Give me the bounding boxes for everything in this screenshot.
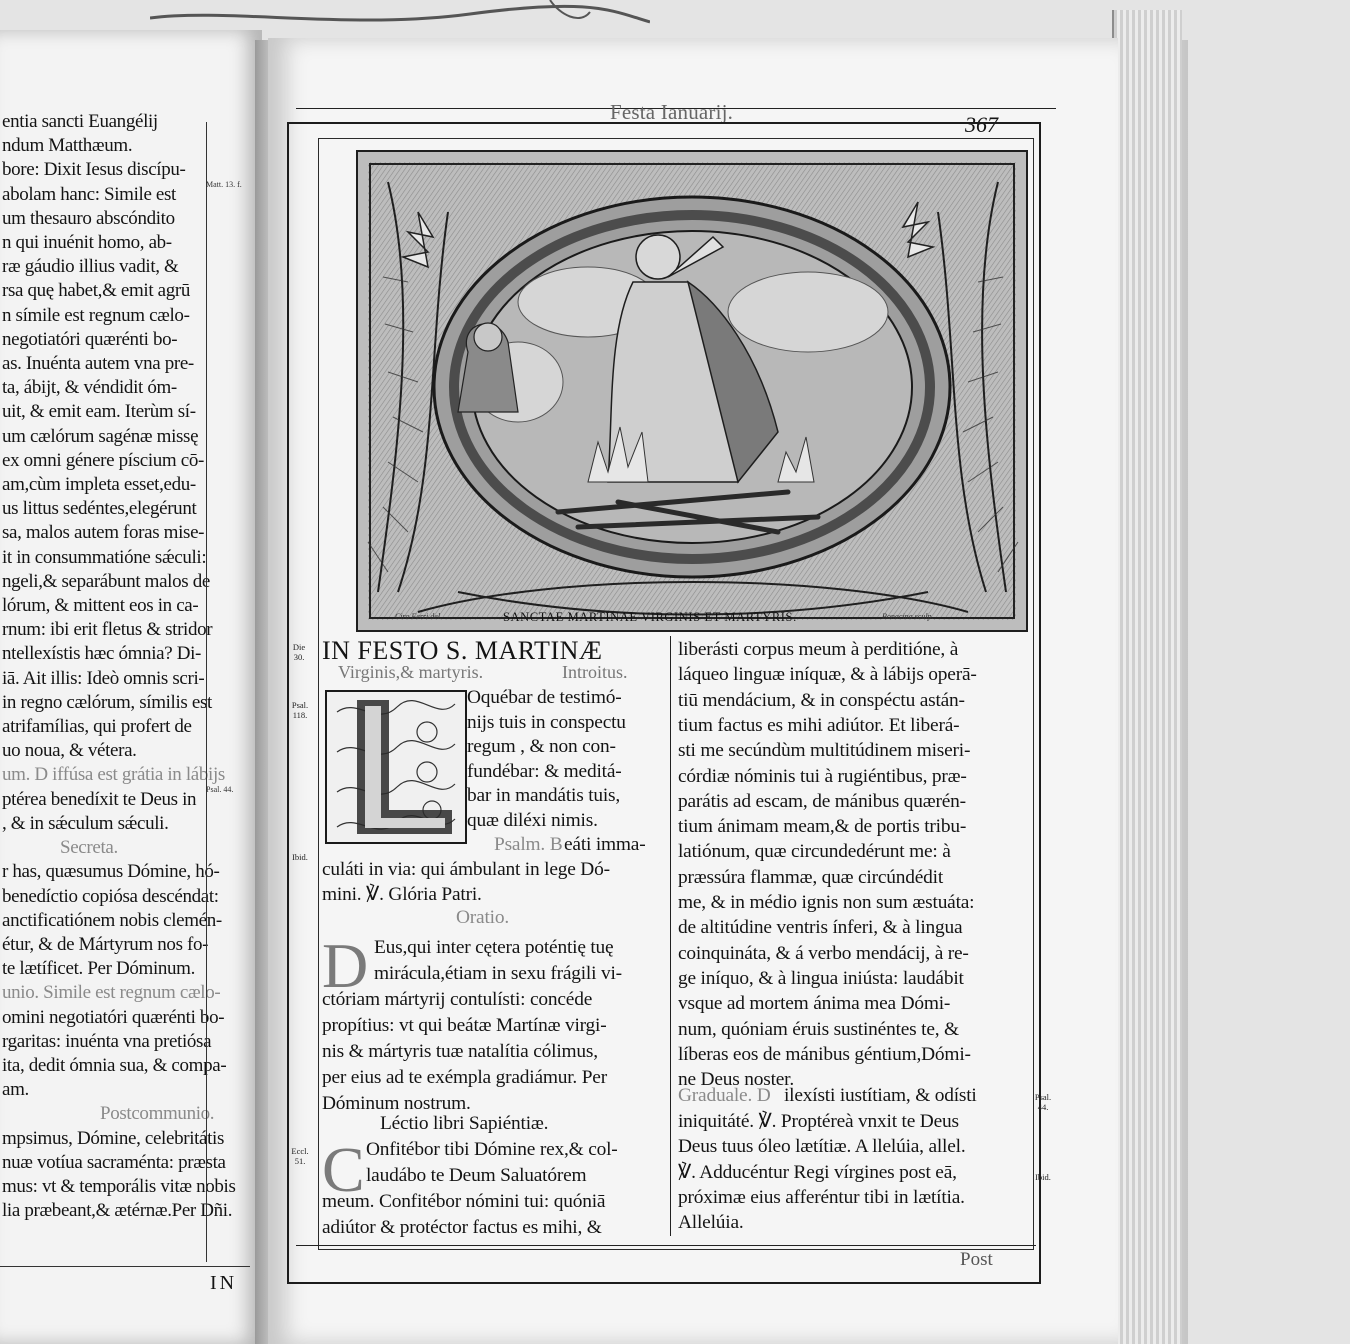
lectio-line: Onfitébor tibi Dómine rex,& col- xyxy=(366,1139,618,1160)
left-text-line: Postcommunio. xyxy=(100,1103,215,1125)
left-text-line: um. D iffúsa est grátia in lábijs xyxy=(2,764,225,786)
right-column-line: liberásti corpus meum à perditióne, à xyxy=(678,639,959,660)
margin-note-matt: Matt. 13. f. xyxy=(206,180,242,189)
right-column-line: me, & in médio ignis non sum æstuáta: xyxy=(678,892,975,913)
page-block-edge xyxy=(1112,10,1182,1344)
lectio-label: Léctio libri Sapiéntiæ. xyxy=(380,1113,549,1134)
left-text-line: lórum, & mittent eos in ca- xyxy=(2,595,199,617)
left-text-line: uit, & emit eam. Iterùm sí- xyxy=(2,401,196,423)
side-note-psal44: Psal. 44. xyxy=(1034,1092,1052,1112)
bottom-rule xyxy=(296,1245,1036,1246)
introit-continuation-line: mini. ℣. Glória Patri. xyxy=(322,884,482,905)
left-text-line: r has, quæsumus Dómine, hó- xyxy=(2,861,220,883)
introit-line: bar in mandátis tuis, xyxy=(467,785,621,806)
left-text-line: te lætíficet. Per Dóminum. xyxy=(2,958,196,980)
introit-line: nijs tuis in conspectu xyxy=(467,711,626,733)
introit-line: regum , & non con- xyxy=(467,736,616,757)
left-text-line: benedíctio copiósa descéndat: xyxy=(2,885,219,907)
left-text-line: ta, ábijt, & véndidit óm- xyxy=(2,377,177,399)
right-column-line: ne Deus noster. xyxy=(678,1069,795,1091)
left-catchword: IN xyxy=(210,1272,238,1294)
left-bottom-rule xyxy=(0,1266,250,1267)
side-note-ibid-2: Ibid. xyxy=(1035,1172,1051,1182)
psalm-label: Psalm. B xyxy=(494,834,563,855)
left-margin-rule xyxy=(206,122,207,1262)
side-note-eccl: Eccl. 51. xyxy=(291,1146,309,1166)
side-note-die: Die 30. xyxy=(292,642,306,662)
engraving-artist-credit: Ciro Ferri del. xyxy=(395,612,443,621)
margin-note-psal44: Psal. 44. xyxy=(206,785,234,794)
right-column-line: láqueo linguæ iníquæ, & à lábijs operā- xyxy=(678,664,977,686)
engraving-caption: SANCTAE MARTINAE VIRGINIS ET MARTYRIS. xyxy=(503,610,797,624)
right-column-line: coinquináta, & á verbo mendácij, à re- xyxy=(678,942,969,964)
introit-line: Oquébar de testimó- xyxy=(467,687,622,708)
decorated-initial-l xyxy=(325,690,467,844)
right-column-line: num, quóniam éruis sustinéntes te, & xyxy=(678,1018,959,1040)
left-text-line: it in consummatióne sǽculi: xyxy=(2,546,207,568)
engraving-engraver-credit: Bonacina sculp. xyxy=(882,612,934,621)
left-text-line: rsa quę habet,& emit agrū xyxy=(2,280,191,302)
left-text-line: rnum: ibi erit fletus & stridor xyxy=(2,619,213,641)
left-text-line: negotiatóri quærénti bo- xyxy=(2,328,178,350)
left-text-line: mus: vt & temporális vitæ nobis xyxy=(2,1175,236,1197)
left-text-line: mpsimus, Dómine, celebritátis xyxy=(2,1127,225,1149)
left-text-line: ntellexístis hæc ómnia? Di- xyxy=(2,643,201,665)
oratio-label: Oratio. xyxy=(456,907,509,928)
left-text-line: ræ gáudio illius vadit, & xyxy=(2,256,179,278)
oratio-line: mirácula,étiam in sexu frágili vi- xyxy=(374,963,622,984)
left-text-line: in regno cælórum, símilis est xyxy=(2,691,212,713)
oratio-line: propítius: vt qui beátæ Martínæ virgi- xyxy=(322,1015,607,1036)
left-text-line: omini negotiatóri quærénti bo- xyxy=(2,1006,225,1028)
engraving-st-martina xyxy=(356,150,1028,632)
left-text-line: nuæ votíua sacraménta: præsta xyxy=(2,1151,226,1173)
initial-d: D xyxy=(322,930,369,1001)
left-text-line: n qui inuénit homo, ab- xyxy=(2,232,172,254)
left-text-line: am. xyxy=(2,1079,29,1101)
graduale-label: Graduale. D xyxy=(678,1085,771,1106)
left-text-line: n símile est regnum cælo- xyxy=(2,304,190,326)
introit-continuation-line: culáti in via: qui ámbulant in lege Dó- xyxy=(322,859,610,880)
graduale-line: próximæ eius afferéntur tibi in lætítia. xyxy=(678,1186,965,1208)
column-divider xyxy=(670,636,671,1236)
right-column-line: tium ánimam meam,& de portis tribu- xyxy=(678,816,967,838)
oratio-line: Dóminum nostrum. xyxy=(322,1093,471,1114)
graduale-line: Deus tuus óleo lætítiæ. A llelúia, allel. xyxy=(678,1136,966,1158)
left-text-line: um cælórum sagénæ missę xyxy=(2,425,199,447)
right-column-line: de altitúdine ventris ínferi, & à lingua xyxy=(678,917,963,939)
right-column-line: ge iníquo, & à lingua iniústa: laudábit xyxy=(678,967,964,989)
left-text-line: étur, & de Mártyrum nos fo- xyxy=(2,933,209,955)
left-page-text xyxy=(2,110,236,1223)
oratio-line: per eius ad te exémpla gradiámur. Per xyxy=(322,1067,607,1088)
page-number: 367 xyxy=(965,112,998,137)
introit-line: quæ diléxi nimis. xyxy=(467,809,598,831)
graduale-line: iniquitáté. ℣. Proptéreà vnxit te Deus xyxy=(678,1111,959,1132)
left-text-line: us littus sedéntes,elegérunt xyxy=(2,498,197,520)
left-text-line: am,cùm impleta esset,edu- xyxy=(2,474,196,496)
lectio-line: meum. Confitébor nómini tui: quóniā xyxy=(322,1191,606,1212)
left-text-line: rgaritas: inuénta vna pretiósa xyxy=(2,1030,212,1052)
left-text-line: bore: Dixit Iesus discípu- xyxy=(2,159,186,181)
feast-subtitle: Virginis,& martyris. xyxy=(338,662,484,682)
left-text-line: ita, dedit ómnia sua, & compa- xyxy=(2,1054,227,1076)
left-text-line: um thesauro abscóndito xyxy=(2,207,175,229)
left-text-line: lia præbeant,& ætérnæ.Per Dñi. xyxy=(2,1200,233,1222)
right-column-line: líberas eos de mánibus géntium,Dómi- xyxy=(678,1043,971,1065)
graduale-text: ilexísti iustítiam, & odísti xyxy=(784,1085,977,1106)
oratio-line: ctóriam mártyrij contulísti: concéde xyxy=(322,989,593,1010)
graduale-line: Allelúia. xyxy=(678,1212,744,1234)
left-text-line: ngeli,& separábunt malos de xyxy=(2,570,210,592)
left-text-line: entia sancti Euangélij xyxy=(2,111,158,132)
right-column-line: præssúra flammæ, quæ circúndédit xyxy=(678,866,944,888)
left-text-line: ptérea benedíxit te Deus in xyxy=(2,788,197,810)
left-text-line: Secreta. xyxy=(60,837,118,859)
initial-c: C xyxy=(322,1134,365,1205)
left-text-line: unio. Simile est regnum cælo- xyxy=(2,982,221,1004)
right-column-line: sti me secúndùm multitúdinem miseri- xyxy=(678,740,971,762)
side-note-psal118: Psal. 118. xyxy=(291,700,309,720)
left-text-line: atrifamílias, qui profert de xyxy=(2,716,192,738)
psalm-text: eáti imma- xyxy=(564,834,646,855)
introit-line: fundébar: & meditá- xyxy=(467,760,622,782)
right-column-line: córdiæ nóminis tui à rugiéntibus, præ- xyxy=(678,765,967,787)
left-text-line: as. Inuénta autem vna pre- xyxy=(2,353,194,375)
left-text-line: , & in sǽculum sǽculi. xyxy=(2,812,169,834)
left-text-line: anctificatiónem nobis clemén- xyxy=(2,909,222,931)
feast-title: IN FESTO S. MARTINÆ xyxy=(322,636,603,665)
lectio-line: laudábo te Deum Saluatórem xyxy=(366,1165,587,1186)
catchword: Post xyxy=(960,1249,993,1270)
right-column-line: vsque ad mortem ánima mea Dómi- xyxy=(678,993,951,1015)
left-text-line: ex omni génere píscium cō- xyxy=(2,449,204,471)
left-page xyxy=(0,30,262,1344)
right-column-line: parátis ad escam, de mánibus quærén- xyxy=(678,790,966,812)
oratio-line: Eus,qui inter cętera poténtię tuę xyxy=(374,937,614,958)
left-text-line: iā. Ait illis: Ideò omnis scri- xyxy=(2,667,205,689)
side-note-ibid: Ibid. xyxy=(292,852,308,862)
right-column-line: latiónum, quæ circundedérunt me: à xyxy=(678,841,951,863)
left-text-line: abolam hanc: Simile est xyxy=(2,183,176,205)
oratio-line: nis & mártyris tuæ natalítia cólimus, xyxy=(322,1041,598,1062)
right-column-line: tiū mendácium, & in conspéctu astán- xyxy=(678,689,965,711)
left-text-line: uo noua, & vétera. xyxy=(2,740,137,762)
left-text-line: ndum Matthæum. xyxy=(2,135,133,157)
graduale-line: ℣. Adducéntur Regi vírgines post eā, xyxy=(678,1161,957,1183)
introitus-label: Introitus. xyxy=(562,662,628,682)
right-column-line: tium factus es mihi adiútor. Et liberá- xyxy=(678,714,960,736)
running-header: Festa Ianuarij. xyxy=(610,100,734,124)
lectio-line: adiútor & protéctor factus es mihi, & xyxy=(322,1217,602,1238)
left-text-line: sa, malos autem foras mise- xyxy=(2,522,205,544)
